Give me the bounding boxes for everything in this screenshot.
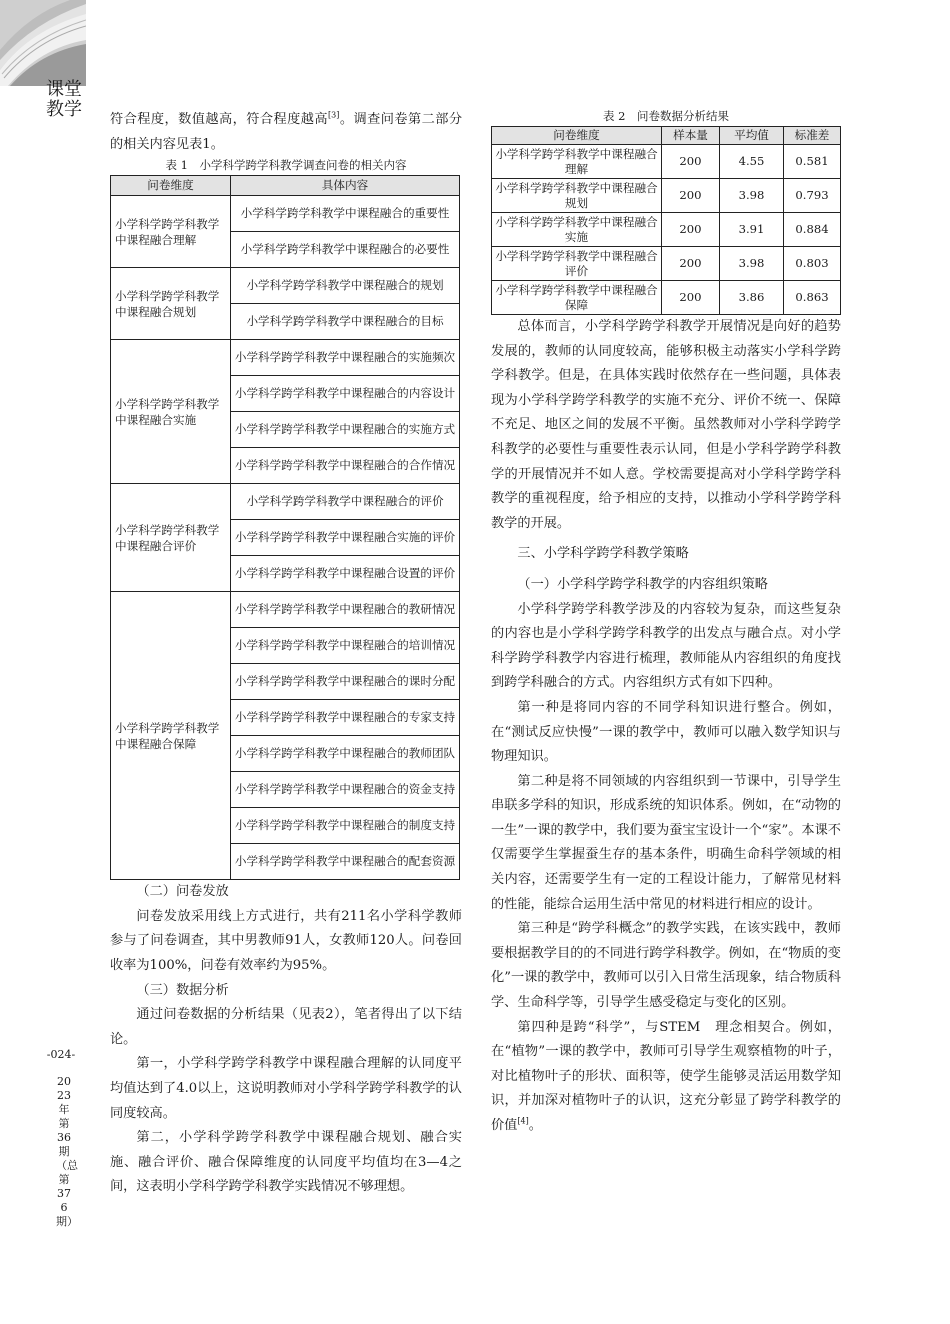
content-cell: 小学科学跨学科教学中课程融合的评价 xyxy=(231,484,460,520)
column-title-line1: 课堂 xyxy=(46,79,82,100)
std-dev-cell: 0.793 xyxy=(784,179,841,213)
right-column xyxy=(491,108,841,1139)
dimension-cell: 小学科学跨学科教学中课程融合理解 xyxy=(111,196,231,268)
paragraph-content-4: 第三种是“跨学科概念”的教学实践，在该实践中，教师要根据教学目的的不同进行跨学科教学。例如，在“物质的变化”一课的教学中，教师可以引入日常生活现象，结合物质科学、生命科学等，引导学生感受稳定与变化的区别。 xyxy=(491,921,841,1011)
dimension-cell: 小学科学跨学科教学中课程融合评价 xyxy=(492,247,662,281)
table-header-row xyxy=(111,176,460,196)
table1-caption: 表 1 小学科学跨学科教学调查问卷的相关内容 xyxy=(165,158,407,173)
content-cell: 小学科学跨学科教学中课程融合的配套资源 xyxy=(231,844,460,880)
content-cell: 小学科学跨学科教学中课程融合的专家支持 xyxy=(231,700,460,736)
table-header-cell: 具体内容 xyxy=(231,176,460,196)
section-heading-analysis: （三）数据分析 xyxy=(136,982,229,998)
table-row xyxy=(111,196,460,232)
content-cell: 小学科学跨学科教学中课程融合的教师团队 xyxy=(231,736,460,772)
left-column xyxy=(110,108,462,1200)
dimension-cell: 小学科学跨学科教学中课程融合实施 xyxy=(111,340,231,484)
section-heading-strategies: 三、小学科学跨学科教学策略 xyxy=(517,546,689,562)
paragraph-content-2: 第一种是将同内容的不同学科知识进行整合。例如，在“测试反应快慢”一课的教学中，教师可以融入数学知识与物理知识。 xyxy=(491,699,841,765)
content-cell: 小学科学跨学科教学中课程融合的实施频次 xyxy=(231,340,460,376)
table-header-row xyxy=(492,127,841,145)
paragraph-content-5-text: 第四种是跨“科学”，与STEM 理念相契合。例如，在“植物”一课的教学中，教师可引导学生观察植物的叶子，对比植物叶子的形状、面积等，使学生能够灵活运用数学知识，并加深对植物叶子的认识，这充分彰显了跨学科教学的价值 xyxy=(491,1019,841,1133)
section-heading-issue: （二）问卷发放 xyxy=(136,884,229,900)
content-cell: 小学科学跨学科教学中课程融合的规划 xyxy=(231,268,460,304)
sample-size-cell: 200 xyxy=(662,247,720,281)
std-dev-cell: 0.863 xyxy=(784,281,841,315)
dimension-cell: 小学科学跨学科教学中课程融合规划 xyxy=(111,268,231,340)
mean-cell: 3.86 xyxy=(720,281,784,315)
table-header-cell: 问卷维度 xyxy=(492,127,662,145)
content-cell: 小学科学跨学科教学中课程融合的制度支持 xyxy=(231,808,460,844)
dimension-cell: 小学科学跨学科教学中课程融合实施 xyxy=(492,213,662,247)
std-dev-cell: 0.884 xyxy=(784,213,841,247)
content-cell: 小学科学跨学科教学中课程融合实施的评价 xyxy=(231,520,460,556)
column-title-line2: 教学 xyxy=(46,99,82,120)
std-dev-cell: 0.803 xyxy=(784,247,841,281)
dimension-cell: 小学科学跨学科教学中课程融合规划 xyxy=(492,179,662,213)
dimension-cell: 小学科学跨学科教学中课程融合保障 xyxy=(492,281,662,315)
dimension-cell: 小学科学跨学科教学中课程融合理解 xyxy=(492,145,662,179)
content-cell: 小学科学跨学科教学中课程融合设置的评价 xyxy=(231,556,460,592)
content-cell: 小学科学跨学科教学中课程融合的教研情况 xyxy=(231,592,460,628)
content-cell: 小学科学跨学科教学中课程融合的必要性 xyxy=(231,232,460,268)
table-header-cell: 问卷维度 xyxy=(111,176,231,196)
table-header-cell: 平均值 xyxy=(720,127,784,145)
table-header-cell: 标准差 xyxy=(784,127,841,145)
mean-cell: 4.55 xyxy=(720,145,784,179)
table-row xyxy=(492,281,841,315)
sample-size-cell: 200 xyxy=(662,281,720,315)
content-cell: 小学科学跨学科教学中课程融合的重要性 xyxy=(231,196,460,232)
table-row xyxy=(111,592,460,628)
std-dev-cell: 0.581 xyxy=(784,145,841,179)
mean-cell: 3.91 xyxy=(720,213,784,247)
intro-tail: 。调查问卷第二部分的相关内容见表1。 xyxy=(110,112,463,152)
column-title xyxy=(46,80,86,120)
paragraph-content-1: 小学科学跨学科教学涉及的内容较为复杂，而这些复杂的内容也是小学科学跨学科教学的出发点与融合点。对小学科学跨学科教学内容进行梳理，教师能从内容组织的角度找到跨学科融合的方式。内容组织方式有如下四种。 xyxy=(491,601,841,691)
citation-ref: [3] xyxy=(328,110,340,120)
mean-cell: 3.98 xyxy=(720,247,784,281)
issue-info: 2023年第36期（总第376期） xyxy=(56,1075,78,1228)
paragraph-content-3: 第二种是将不同领域的内容组织到一节课中，引导学生串联多学科的知识，形成系统的知识体系。例如，在“动物的一生”一课的教学中，我们要为蚕宝宝设计一个“家”。本课不仅需要学生掌握蚕生存的基本条件，明确生命科学领域的相关内容，还需要学生有一定的工程设计能力，了解常见材料的性能，能综合运用生活中常见的材料进行相应的设计。 xyxy=(491,773,841,912)
questionnaire-results-table xyxy=(491,126,841,315)
open-book-decoration xyxy=(0,0,86,86)
table-row xyxy=(111,268,460,304)
content-cell: 小学科学跨学科教学中课程融合的目标 xyxy=(231,304,460,340)
table-row xyxy=(111,484,460,520)
paragraph-analysis-1: 通过问卷数据的分析结果（见表2），笔者得出了以下结论。 xyxy=(110,1007,462,1047)
content-cell: 小学科学跨学科教学中课程融合的实施方式 xyxy=(231,412,460,448)
table-row xyxy=(492,179,841,213)
subsection-heading-content: （一）小学科学跨学科教学的内容组织策略 xyxy=(517,576,768,592)
paragraph-content-5-tail: 。 xyxy=(528,1118,542,1133)
sample-size-cell: 200 xyxy=(662,179,720,213)
page-number: -024- xyxy=(46,1048,76,1061)
table-row xyxy=(492,145,841,179)
intro-text: 符合程度，数值越高，符合程度越高 xyxy=(110,112,329,127)
table2-caption: 表 2 问卷数据分析结果 xyxy=(603,109,729,123)
dimension-cell: 小学科学跨学科教学中课程融合保障 xyxy=(111,592,231,880)
dimension-cell: 小学科学跨学科教学中课程融合评价 xyxy=(111,484,231,592)
sample-size-cell: 200 xyxy=(662,145,720,179)
content-cell: 小学科学跨学科教学中课程融合的课时分配 xyxy=(231,664,460,700)
content-cell: 小学科学跨学科教学中课程融合的培训情况 xyxy=(231,628,460,664)
paragraph-issue: 问卷发放采用线上方式进行，共有211名小学科学教师参与了问卷调查，其中男教师91人，女教师120人。问卷回收率为100%，问卷有效率约为95%。 xyxy=(110,908,462,973)
paragraph-content-5 xyxy=(491,1016,841,1139)
content-cell: 小学科学跨学科教学中课程融合的内容设计 xyxy=(231,376,460,412)
paragraph-analysis-2: 第一，小学科学跨学科教学中课程融合理解的认同度平均值达到了4.0以上，这说明教师对小学科学跨学科教学的认同度较高。 xyxy=(110,1056,462,1121)
sample-size-cell: 200 xyxy=(662,213,720,247)
mean-cell: 3.98 xyxy=(720,179,784,213)
questionnaire-content-table xyxy=(110,175,460,880)
paragraph-summary: 总体而言，小学科学跨学科教学开展情况是向好的趋势发展的，教师的认同度较高，能够积极主动落实小学科学跨学科教学。但是，在具体实践时依然存在一些问题，具体表现为小学科学跨学科教学的实施不充分、评价不统一、保障不充足、地区之间的发展不平衡。虽然教师对小学科学跨学科教学的必要性与重要性表示认同，但是小学科学跨学科教学的开展情况并不如人意。学校需要提高对小学科学跨学科教学的重视程度，给予相应的支持，以推动小学科学跨学科教学的开展。 xyxy=(491,319,841,531)
paragraph-analysis-3: 第二，小学科学跨学科教学中课程融合规划、融合实施、融合评价、融合保障维度的认同度平均值均在3—4之间，这表明小学科学跨学科教学实践情况不够理想。 xyxy=(110,1130,462,1195)
content-cell: 小学科学跨学科教学中课程融合的合作情况 xyxy=(231,448,460,484)
intro-paragraph xyxy=(110,108,462,157)
table-header-cell: 样本量 xyxy=(662,127,720,145)
table-row xyxy=(492,213,841,247)
citation-ref: [4] xyxy=(517,1116,529,1126)
content-cell: 小学科学跨学科教学中课程融合的资金支持 xyxy=(231,772,460,808)
table-row xyxy=(492,247,841,281)
table-row xyxy=(111,340,460,376)
